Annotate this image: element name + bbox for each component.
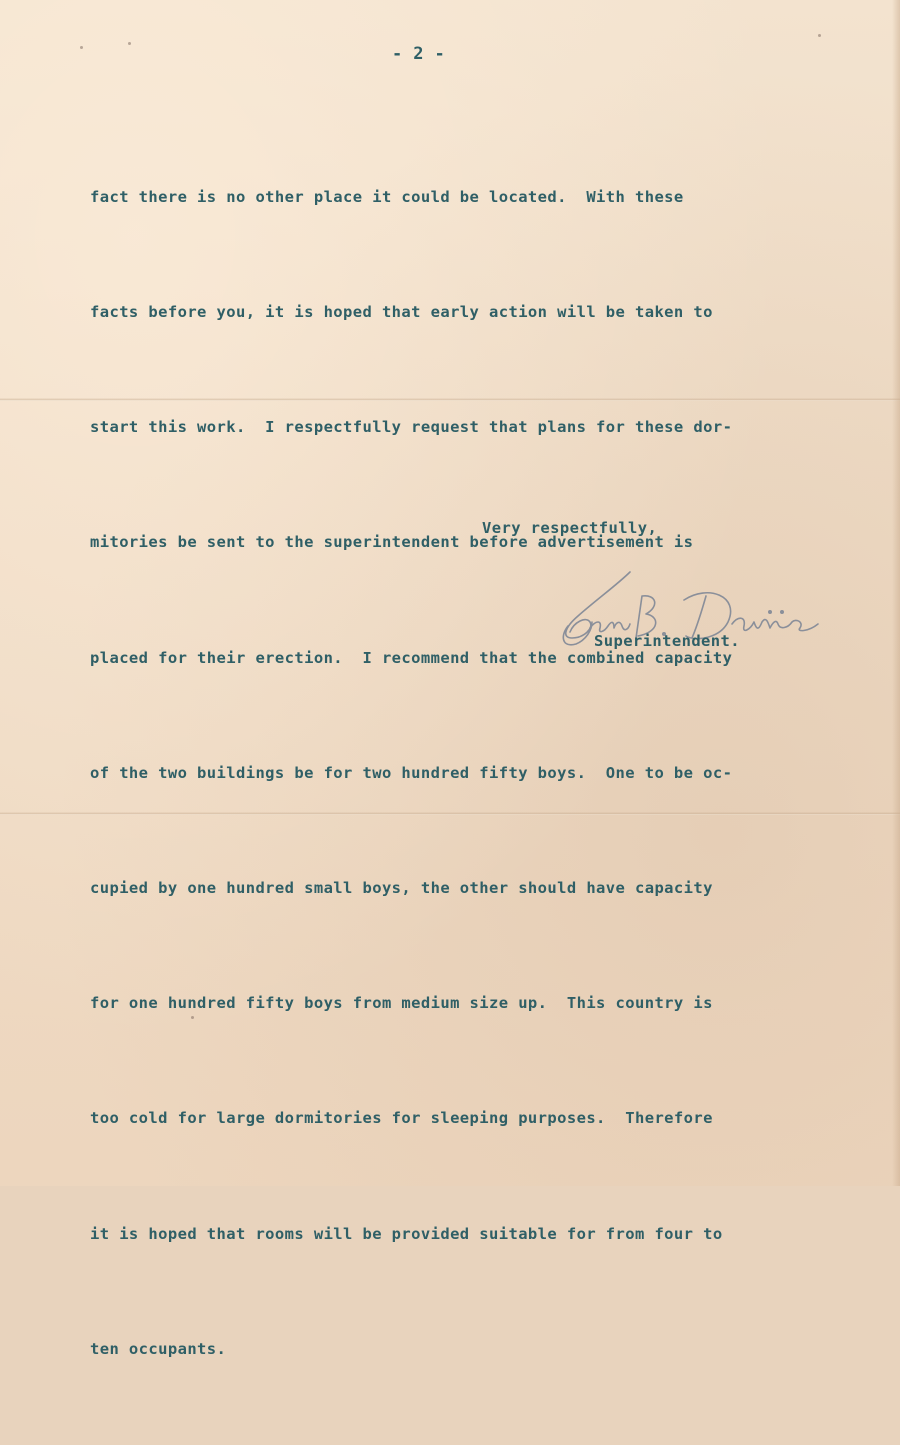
body-line: ten occupants. [90, 1339, 227, 1358]
body-line: too cold for large dormitories for sleeping purposes. Therefore [90, 1109, 713, 1128]
body-line: mitories be sent to the superintendent before advertisement is [90, 533, 694, 552]
paper-speck [128, 42, 131, 45]
body-line: of the two buildings be for two hundred fifty boys. One to be oc- [90, 763, 733, 782]
paper-edge-shadow [892, 0, 900, 1186]
body-line: fact there is no other place it could be located. With these [90, 187, 684, 206]
page-number: - 2 - [392, 44, 446, 64]
signatory-title: Superintendent. [594, 632, 740, 650]
letter-body [90, 101, 732, 1445]
paper-speck [80, 46, 83, 49]
handwritten-signature [556, 566, 866, 666]
body-line: facts before you, it is hoped that early action will be taken to [90, 303, 713, 322]
body-line: placed for their erection. I recommend that the combined capacity [90, 648, 733, 667]
body-line: for one hundred fifty boys from medium size up. This country is [90, 994, 713, 1013]
body-line: it is hoped that rooms will be provided suitable for from four to [90, 1224, 723, 1243]
body-line: cupied by one hundred small boys, the other should have capacity [90, 879, 713, 898]
closing-salutation: Very respectfully, [482, 519, 658, 537]
paper-speck [818, 34, 821, 37]
body-line: start this work. I respectfully request that plans for these dor- [90, 418, 733, 437]
